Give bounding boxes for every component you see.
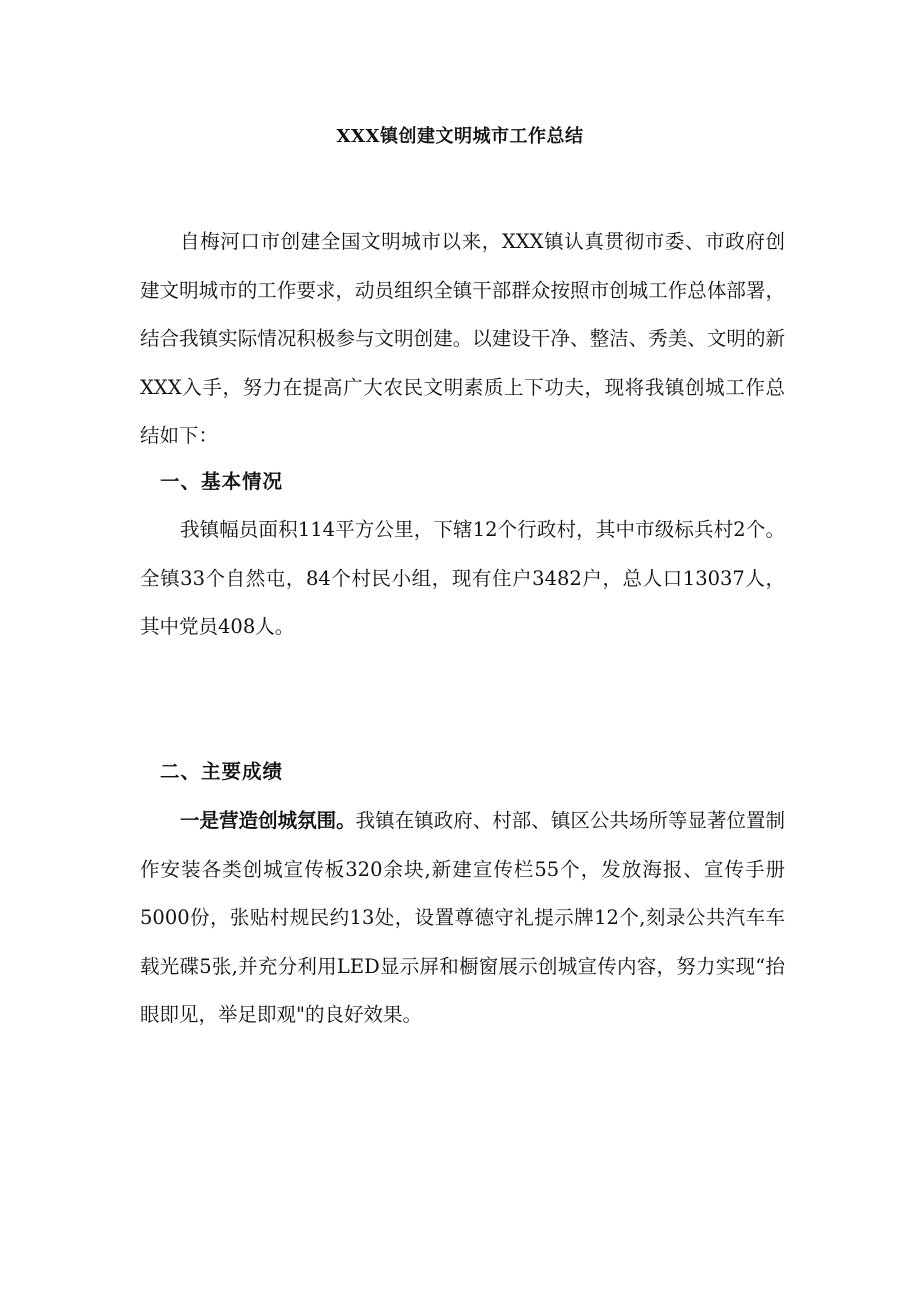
- document-title: XXX镇创建文明城市工作总结: [336, 126, 584, 147]
- achievement-body-text: 我镇在镇政府、村部、镇区公共场所等显著位置制作安装各类创城宣传板320余块,新建宣传栏55个，发放海报、宣传手册5000份，张贴村规民约13处，设置尊德守礼提示牌12个,刻录公共汽车车载光碟5张,并充分利用LED显示屏和橱窗展示创城宣传内容，努力实现“抬眼即见，举足即观"的良好效果。: [140, 809, 785, 1026]
- section-heading-main-achievements: 二、主要成绩: [160, 760, 284, 783]
- basic-situation-paragraph: 我镇幅员面积114平方公里，下辖12个行政村，其中市级标兵村2个。全镇33个自然屯，84个村民小组，现有住户3482户，总人口13037人，其中党员408人。: [140, 518, 785, 638]
- intro-paragraph: 自梅河口市创建全国文明城市以来，XXX镇认真贯彻市委、市政府创建文明城市的工作要求，动员组织全镇干部群众按照市创城工作总体部署，结合我镇实际情况积极参与文明创建。以建设干净、整洁、秀美、文明的新XXX入手，努力在提高广大农民文明素质上下功夫，现将我镇创城工作总结如下：: [140, 230, 785, 447]
- achievement-lead-phrase: 一是营造创城氛围。: [180, 809, 356, 832]
- achievements-paragraph: [140, 797, 785, 1040]
- section-heading-basic-situation: 一、基本情况: [160, 470, 284, 493]
